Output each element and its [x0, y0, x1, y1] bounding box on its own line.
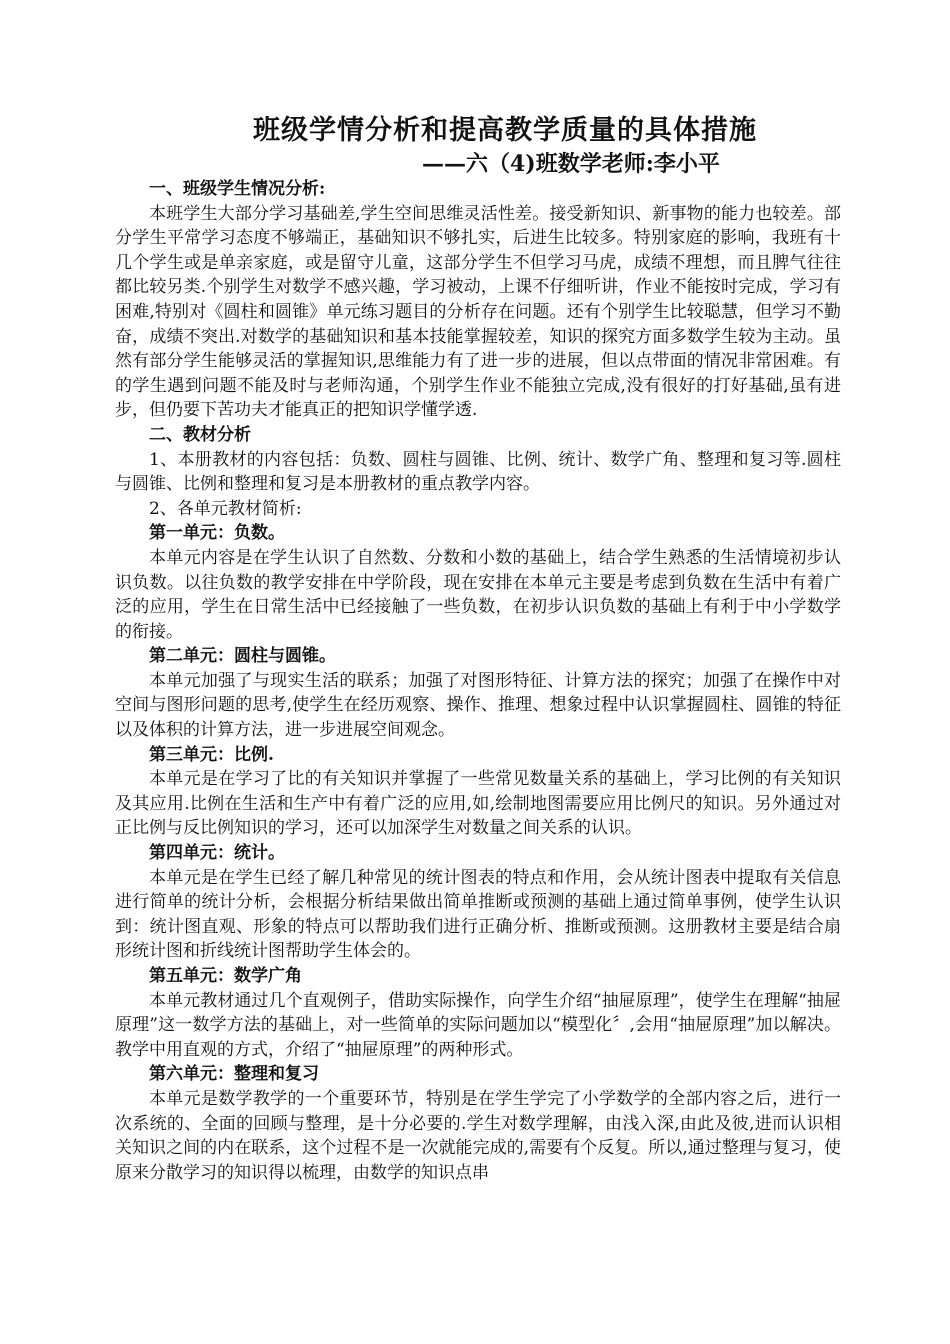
document-body — [115, 177, 841, 1185]
paragraph: 本单元是在学习了比的有关知识并掌握了一些常见数量关系的基础上，学习比例的有关知识及其应用.比例在生活和生产中有着广泛的应用,如,绘制地图需要应用比例尺的知识。另外通过对正比例与反比例知识的学习，还可以加深学生对数量之间关系的认识。 — [115, 769, 841, 839]
section-heading: 二、教材分析 — [149, 424, 251, 445]
section-heading: 第二单元：圆柱与圆锥。 — [149, 646, 336, 667]
paragraph: 本单元是数学教学的一个重要环节，特别是在学生学完了小学数学的全部内容之后，进行一次系统的、全面的回顾与整理，是十分必要的.学生对数学理解，由浅入深,由此及彼,进而认识相关知识之间的内在联系，这个过程不是一次就能完成的,需要有个反复。所以,通过整理与复习，使原来分散学习的知识得以梳理，由数学的知识点串 — [115, 1088, 841, 1183]
section-heading: 第五单元：数学广角 — [149, 966, 302, 986]
paragraph: 1、本册教材的内容包括：负数、圆柱与圆锥、比例、统计、数学广角、整理和复习等.圆柱与圆锥、比例和整理和复习是本册教材的重点教学内容。 — [115, 449, 841, 495]
paragraph: 本单元是在学生已经了解几种常见的统计图表的特点和作用，会从统计图表中提取有关信息进行简单的统计分析，会根据分析结果做出简单推断或预测的基础上通过简单事例，使学生认识到：统计图直观、形象的特点可以帮助我们进行正确分析、推断或预测。这册教材主要是结合扇形统计图和折线统计图帮助学生体会的。 — [115, 867, 841, 962]
paragraph: 2、各单元教材简析: — [149, 498, 302, 519]
paragraph: 本单元加强了与现实生活的联系；加强了对图形特征、计算方法的探究；加强了在操作中对空间与图形问题的思考,使学生在经历观察、操作、推理、想象过程中认识掌握圆柱、圆锥的特征以及体积的计算方法，进一步进展空间观念。 — [115, 670, 841, 741]
section-heading: 第四单元：统计。 — [149, 843, 285, 864]
document-title: 班级学情分析和提高教学质量的具体措施 — [253, 115, 757, 146]
section-heading: 一、班级学生情况分析: — [149, 179, 326, 199]
section-heading: 第六单元：整理和复习 — [149, 1064, 319, 1085]
paragraph: 本单元教材通过几个直观例子，借助实际操作，向学生介绍“抽屉原理”，使学生在理解“抽屉原理”这一数学方法的基础上，对一些简单的实际问题加以“模型化〞,会用“抽屉原理”加以解决。教学中用直观的方式，介绍了“抽屉原理”的两种形式。 — [115, 990, 841, 1060]
paragraph: 本班学生大部分学习基础差,学生空间思维灵活性差。接受新知识、新事物的能力也较差。部分学生平常学习态度不够端正，基础知识不够扎实，后进生比较多。特别家庭的影响，我班有十几个学生或是单亲家庭，或是留守儿童，这部分学生不但学习马虎，成绩不理想，而且脾气往往都比较另类.个别学生对数学不感兴趣，学习被动，上课不仔细听讲，作业不能按时完成，学习有困难,特别对《圆柱和圆锥》单元练习题目的分析存在问题。还有个别学生比较聪慧，但学习不勤奋，成绩不突出.对数学的基础知识和基本技能掌握较差，知识的探究方面多数学生较为主动。虽然有部分学生能够灵活的掌握知识,思维能力有了进一步的进展，但以点带面的情况非常困难。有的学生遇到问题不能及时与老师沟通，个别学生作业不能独立完成,没有很好的打好基础,虽有进步，但仍要下苦功夫才能真正的把知识学懂学透. — [115, 203, 841, 421]
section-heading: 第三单元：比例. — [149, 744, 274, 765]
document-subtitle: ——六（4)班数学老师:李小平 — [422, 151, 720, 177]
paragraph: 本单元内容是在学生认识了自然数、分数和小数的基础上，结合学生熟悉的生活情境初步认识负数。以往负数的教学安排在中学阶段，现在安排在本单元主要是考虑到负数在生活中有着广泛的应用，学生在日常生活中已经接触了一些负数，在初步认识负数的基础上有利于中小学数学的衔接。 — [115, 547, 841, 642]
section-heading: 第一单元：负数。 — [149, 523, 285, 544]
